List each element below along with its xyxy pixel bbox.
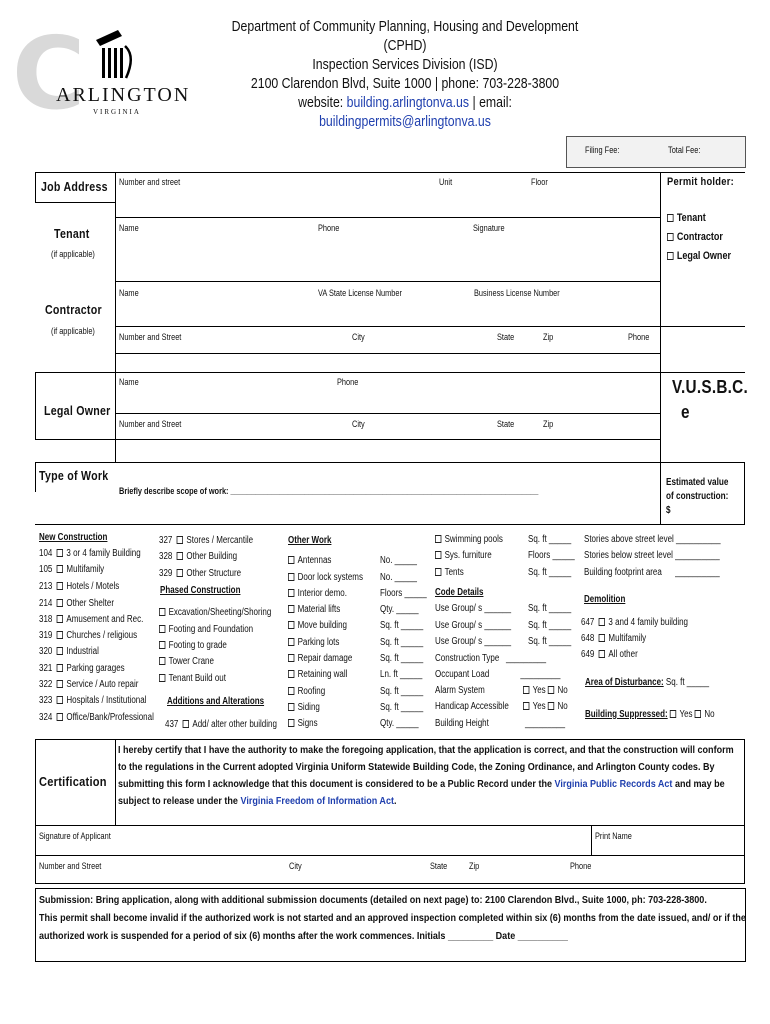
- logo-name: ARLINGTON: [56, 84, 191, 106]
- header-dept: Department of Community Planning, Housing and Development (CPHD): [231, 18, 579, 54]
- footprint-field[interactable]: Building footprint area __________: [584, 567, 720, 578]
- owner-street-field[interactable]: Number and Street: [119, 419, 182, 429]
- list-item[interactable]: Swimming pools: [435, 534, 503, 546]
- contractor-city-field[interactable]: City: [352, 332, 365, 342]
- applicant-state-field[interactable]: State: [430, 861, 448, 871]
- foia-link[interactable]: Virginia Freedom of Information Act: [240, 795, 394, 807]
- permit-holder-tenant[interactable]: Tenant: [667, 212, 706, 224]
- list-item[interactable]: Material lifts: [288, 604, 340, 616]
- estimated-value-label: Estimated value of construction: $: [666, 477, 729, 516]
- owner-name-field[interactable]: Name: [119, 377, 139, 387]
- contractor-note: (if applicable): [51, 326, 95, 336]
- unit-field[interactable]: Sq. ft _____: [380, 686, 424, 697]
- job-floor-field[interactable]: Floor: [531, 177, 548, 187]
- list-item[interactable]: Repair damage: [288, 653, 352, 665]
- handicap-label: Handicap Accessible: [435, 701, 509, 712]
- list-item[interactable]: Tenant Build out: [159, 673, 226, 685]
- list-item[interactable]: Signs: [288, 718, 318, 730]
- owner-state-field[interactable]: State: [497, 419, 515, 429]
- list-item[interactable]: Retaining wall: [288, 669, 347, 681]
- contractor-street-field[interactable]: Number and Street: [119, 332, 182, 342]
- type-of-work-label: Type of Work: [39, 469, 109, 483]
- list-item[interactable]: 213 Hotels / Motels: [39, 581, 120, 592]
- job-unit-field[interactable]: Unit: [439, 177, 453, 187]
- building-suppressed-field[interactable]: Building Suppressed: Yes No: [585, 709, 715, 720]
- vusbc-label: V.U.S.B.C.: [672, 377, 748, 397]
- list-item[interactable]: 320 Industrial: [39, 646, 99, 657]
- list-item[interactable]: 322 Service / Auto repair: [39, 679, 139, 690]
- list-item[interactable]: 328 Other Building: [159, 551, 238, 562]
- list-item[interactable]: 323 Hospitals / Institutional: [39, 695, 147, 706]
- list-item[interactable]: 649 All other: [581, 649, 638, 660]
- use-group-field[interactable]: Use Group/ s ______: [435, 620, 512, 631]
- unit-field[interactable]: Sq. ft _____: [528, 567, 572, 578]
- stories-below-field[interactable]: Stories below street level __________: [584, 550, 720, 561]
- certification-label: Certification: [39, 774, 107, 789]
- list-item[interactable]: Tower Crane: [159, 656, 214, 668]
- contractor-name-field[interactable]: Name: [119, 288, 139, 298]
- logo-letter-c: C: [12, 15, 86, 132]
- list-item[interactable]: Parking lots: [288, 637, 339, 649]
- use-group-field[interactable]: Use Group/ s ______: [435, 603, 512, 614]
- unit-field[interactable]: Ln. ft _____: [380, 669, 423, 680]
- other-work-title: Other Work: [288, 535, 332, 546]
- contractor-phone-field[interactable]: Phone: [628, 332, 650, 342]
- applicant-zip-field[interactable]: Zip: [469, 861, 480, 871]
- list-item[interactable]: 324 Office/Bank/Professional: [39, 712, 154, 723]
- list-item[interactable]: Antennas: [288, 555, 331, 567]
- tenant-note: (if applicable): [51, 249, 95, 259]
- demolition-title: Demolition: [584, 594, 626, 605]
- legal-owner-label: Legal Owner: [44, 404, 111, 418]
- filing-fee-label: Filing Fee:: [585, 145, 620, 155]
- construction-type-field[interactable]: Construction Type _________: [435, 653, 547, 664]
- header-separator: |: [472, 94, 476, 111]
- website-link[interactable]: building.arlingtonva.us: [346, 94, 470, 111]
- handicap-yes-no[interactable]: Yes No: [523, 701, 568, 713]
- tenant-name-field[interactable]: Name: [119, 223, 139, 233]
- building-height-label: Building Height: [435, 718, 489, 729]
- applicant-phone-field[interactable]: Phone: [570, 861, 592, 871]
- tenant-signature-field[interactable]: Signature: [473, 223, 505, 233]
- additions-title: Additions and Alterations: [167, 696, 265, 707]
- list-item[interactable]: Excavation/Sheeting/Shoring: [159, 607, 271, 619]
- list-item[interactable]: 648 Multifamily: [581, 633, 647, 644]
- email-label: email:: [479, 94, 512, 111]
- alarm-yes-no[interactable]: Yes No: [523, 685, 568, 697]
- permit-holder-owner[interactable]: Legal Owner: [667, 250, 731, 262]
- vusbc-suffix: e: [681, 402, 690, 422]
- unit-field[interactable]: Sq. ft _____: [528, 636, 572, 647]
- permit-holder-contractor[interactable]: Contractor: [667, 231, 723, 243]
- list-item[interactable]: 327 Stores / Mercantile: [159, 535, 254, 546]
- permit-holder-label: Permit holder:: [667, 176, 734, 188]
- new-construction-title: New Construction: [39, 532, 108, 543]
- stories-above-field[interactable]: Stories above street level __________: [584, 534, 721, 545]
- code-details-title: Code Details: [435, 587, 484, 598]
- list-item[interactable]: 329 Other Structure: [159, 568, 242, 579]
- total-fee-label: Total Fee:: [668, 145, 701, 155]
- unit-field[interactable]: Floors _____: [528, 550, 575, 561]
- applicant-street-field[interactable]: Number and Street: [39, 861, 102, 871]
- unit-field[interactable]: Sq. ft _____: [528, 603, 572, 614]
- unit-field[interactable]: Sq. ft _____: [380, 653, 424, 664]
- checkbox-icon[interactable]: [667, 252, 674, 260]
- area-of-disturbance-field[interactable]: Area of Disturbance: Sq. ft _____: [585, 677, 710, 688]
- header-division: Inspection Services Division (ISD): [312, 56, 498, 73]
- contractor-zip-field[interactable]: Zip: [543, 332, 554, 342]
- list-item[interactable]: 318 Amusement and Rec.: [39, 614, 144, 625]
- additions-item[interactable]: 437 Add/ alter other building: [165, 719, 277, 730]
- alarm-system-label: Alarm System: [435, 685, 485, 696]
- tenant-label: Tenant: [54, 227, 90, 241]
- checkbox-icon[interactable]: [667, 214, 674, 222]
- occupant-load-field[interactable]: Occupant Load _________: [435, 669, 561, 680]
- unit-field[interactable]: Sq. ft _____: [528, 534, 572, 545]
- list-item[interactable]: Interior demo.: [288, 588, 347, 600]
- unit-field[interactable]: Floors _____: [380, 588, 427, 599]
- job-address-label: Job Address: [41, 180, 108, 194]
- owner-phone-field[interactable]: Phone: [337, 377, 359, 387]
- contractor-state-field[interactable]: State: [497, 332, 515, 342]
- list-item[interactable]: Footing to grade: [159, 640, 227, 652]
- email-link[interactable]: buildingpermits@arlingtonva.us: [319, 113, 491, 130]
- building-height-field[interactable]: _________: [525, 718, 566, 729]
- unit-field[interactable]: Sq. ft _____: [380, 620, 424, 631]
- contractor-label: Contractor: [45, 303, 102, 317]
- checkbox-icon[interactable]: [667, 233, 674, 241]
- list-item[interactable]: Footing and Foundation: [159, 624, 253, 636]
- applicant-city-field[interactable]: City: [289, 861, 302, 871]
- unit-field[interactable]: Qty. _____: [380, 718, 419, 729]
- contractor-biz-license-field[interactable]: Business License Number: [474, 288, 560, 298]
- use-group-field[interactable]: Use Group/ s ______: [435, 636, 512, 647]
- applicant-signature-field[interactable]: Signature of Applicant: [39, 831, 111, 841]
- scope-of-work-field[interactable]: Briefly describe scope of work: ___________________________________________________________________________: [119, 486, 539, 496]
- list-item[interactable]: 214 Other Shelter: [39, 598, 114, 609]
- job-street-field[interactable]: Number and street: [119, 177, 181, 187]
- header-web: [221, 93, 590, 131]
- logo-state: VIRGINIA: [93, 108, 141, 116]
- tenant-phone-field[interactable]: Phone: [318, 223, 340, 233]
- unit-field[interactable]: Qty. _____: [380, 604, 419, 615]
- print-name-field[interactable]: Print Name: [595, 831, 632, 841]
- list-item[interactable]: 647 3 and 4 family building: [581, 617, 689, 628]
- unit-field[interactable]: Sq. ft _____: [528, 620, 572, 631]
- unit-field[interactable]: Sq. ft _____: [380, 637, 424, 648]
- list-item[interactable]: 105 Multifamily: [39, 564, 105, 575]
- unit-field[interactable]: No. _____: [380, 555, 417, 566]
- website-label: website:: [298, 94, 344, 111]
- list-item[interactable]: Roofing: [288, 686, 325, 698]
- unit-field[interactable]: Sq. ft _____: [380, 702, 424, 713]
- list-item[interactable]: Tents: [435, 567, 464, 579]
- list-item[interactable]: Door lock systems: [288, 572, 363, 584]
- certification-text: I hereby certify that I have the authority to make the foregoing application, that the application is correct, and that the construction will conform to the regulations in the Current adopted Virginia Uniform Statewide Building Code, the Zoning Ordinance, and Arlington County codes. By submitting this form I acknowledge that this document is considered to be a Public Record under the Virginia Public Records Act and may be subject to release under the Virginia Freedom of Information Act.: [118, 744, 734, 807]
- list-item[interactable]: 319 Churches / religious: [39, 630, 138, 641]
- phased-construction-title: Phased Construction: [160, 585, 241, 596]
- submission-text: Submission: Bring application, along with additional submission documents (detailed on next page) to: 2100 Clarendon Blvd., Suite 1000, ph: 703-228-3800. This permit shall become invalid if the authorized work is not started and an approved inspection completed within six (6) months from the date issued, and/ or if the authorized work is suspended for a period of six (6) months after the work commences. Initials _________ Date __________: [39, 894, 746, 942]
- list-item[interactable]: 321 Parking garages: [39, 663, 125, 674]
- owner-zip-field[interactable]: Zip: [543, 419, 554, 429]
- list-item[interactable]: Sys. furniture: [435, 550, 492, 562]
- arlington-logo-icon: [92, 26, 138, 82]
- contractor-va-license-field[interactable]: VA State License Number: [318, 288, 402, 298]
- list-item[interactable]: Move building: [288, 620, 347, 632]
- unit-field[interactable]: No. _____: [380, 572, 417, 583]
- list-item[interactable]: 104 3 or 4 family Building: [39, 548, 141, 559]
- owner-city-field[interactable]: City: [352, 419, 365, 429]
- public-records-act-link[interactable]: Virginia Public Records Act: [554, 778, 673, 790]
- list-item[interactable]: Siding: [288, 702, 320, 714]
- header-address: 2100 Clarendon Blvd, Suite 1000 | phone: 703-228-3800: [250, 75, 560, 92]
